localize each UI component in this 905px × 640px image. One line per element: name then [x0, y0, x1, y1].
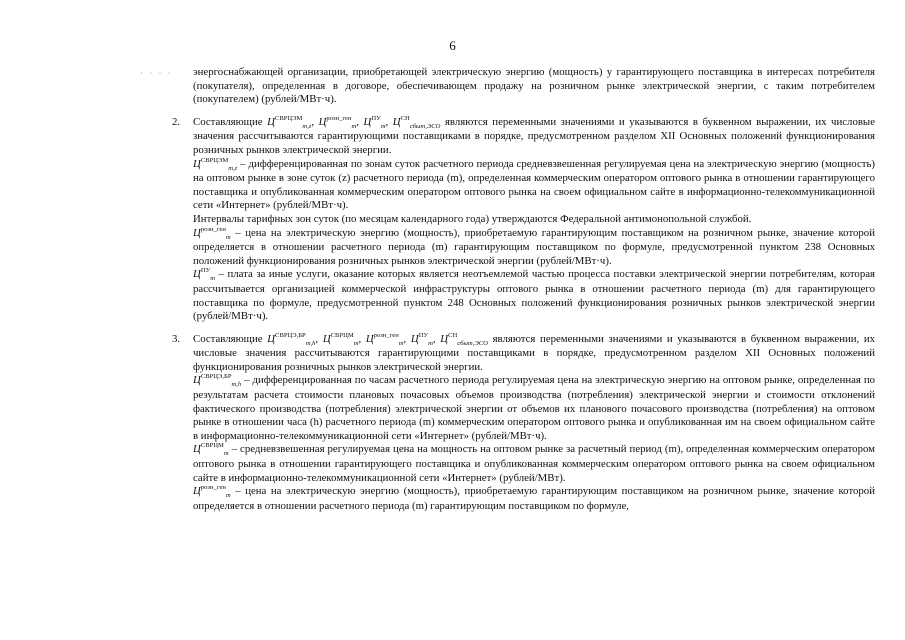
- section-intro: Составляющие $Ц^{СВРЦЭ,БР}_{m,h}$, $Ц^{СВРЦМ}_m$, $Ц^{розн\_ген}_m$, $Ц^{ПУ}_m$, $Ц^{СН}_{сбыт,ЭСО}$ являются переменными значениями и указываются в буквенном выражении, их числовые значения рассчитываются гарантирующими поставщиками в порядке, предусмотренном разделом XII Основных положений функционирования розничных рынков электрической энергии.: [193, 331, 876, 373]
- symbol-rozn-gen: $Ц^{розн\_ген}_m$: [318, 114, 357, 130]
- section-2: [172, 114, 875, 324]
- definition-svrcem: $Ц^{СВРЦЭМ}_{m,z}$ – дифференцированная по зонам суток расчетного периода средневзвешенная регулируемая цена на электрическую энергию (мощность) на оптовом рынке в зоне суток (z) расчетного периода (m), определенная коммерческим оператором оптового рынка в отношении гарантирующего поставщика и опубликованная коммерческим оператором оптового рынка на своем официальном сайте в информационно-телекоммуникационной сети «Интернет» (рублей/МВт·ч).: [193, 156, 875, 212]
- symbol-svrcem: $Ц^{СВРЦЭМ}_{m,z}$: [267, 114, 312, 130]
- symbol-pu: $Ц^{ПУ}_m$: [410, 331, 433, 347]
- symbol-pu: $Ц^{ПУ}_m$: [363, 114, 386, 130]
- margin-mark: · · · ·: [140, 68, 173, 78]
- tariff-zones-note: Интервалы тарифных зон суток (по месяцам календарного года) утверждаются Федеральной антимонопольной службой.: [193, 212, 752, 225]
- top-paragraph: энергоснабжающей организации, приобретающей электрическую энергию (мощность) у гарантирующего поставщика в интересах потребителя (покупателя), определенная в договоре, обеспечивающем продажу на розничном рынке электрической энергии, с таким потребителем (покупателем) (рублей/МВт·ч).: [193, 66, 875, 106]
- item-number: 2.: [172, 115, 181, 128]
- symbol-sn: $Ц^{СН}_{сбыт,ЭСО}$: [440, 331, 488, 347]
- definition-svrcm: $Ц^{СВРЦМ}_m$ – средневзвешенная регулируемая цена на мощность на оптовом рынке за расчетный период (m), определенная коммерческим оператором оптового рынка в отношении гарантирующего поставщика и опубликованная коммерческим оператором оптового рынка на своем официальном сайте в информационно-телекоммуникационной сети «Интернет» (рублей/МВт).: [193, 442, 875, 484]
- symbol-rozn-gen: $Ц^{розн\_ген}_m$: [365, 331, 404, 347]
- page-number: 6: [449, 38, 456, 53]
- definition-svrce-br: $Ц^{СВРЦЭ,БР}_{m,h}$ – дифференцированная по часам расчетного периода регулируемая цена на электрическую энергию на оптовом рынке, определенная по результатам расчета стоимости плановых почасовых объемов производства (потребления) электрической энергии и стоимости отклонений фактического производства (потребления) электрической энергии от объемов их планового почасового производства (потребления) на оптовом рынке в отношении часа (h) расчетного периода (m) коммерческим оператором оптового рынка и опубликованная им на своем официальном сайте в информационно-телекоммуникационной сети «Интернет» (рублей/МВт·ч).: [193, 373, 875, 442]
- definition-rozn-gen: $Ц^{розн\_ген}_m$ – цена на электрическую энергию (мощность), приобретаемую гарантирующим поставщиком на розничном рынке, значение которой определяется в отношении расчетного периода (m) гарантирующим поставщиком по формуле, предусмотренной пунктом 238 Основных положений функционирования розничных рынков электрической энергии (рублей/МВт·ч).: [193, 225, 875, 267]
- definition-pu: $Ц^{ПУ}_m$ – плата за иные услуги, оказание которых является неотъемлемой частью процесса поставки электрической энергии потребителям, которая рассчитывается организацией коммерческой инфраструктуры оптового рынка в отношении расчетного периода (m) для гарантирующего поставщика по формуле, предусмотренной пунктом 248 Основных положений функционирования розничных рынков электрической энергии (рублей/МВт·ч).: [193, 267, 875, 323]
- definition-rozn-gen: $Ц^{розн\_ген}_m$ – цена на электрическую энергию (мощность), приобретаемую гарантирующим поставщиком на розничном рынке, значение которой определяется в отношении расчетного периода (m) гарантирующим поставщиком по формуле,: [193, 484, 875, 512]
- section-3: [172, 331, 876, 514]
- symbol-sn: $Ц^{СН}_{сбыт,ЭСО}$: [392, 114, 441, 130]
- symbol-svrcm: $Ц^{СВРЦМ}_m$: [322, 331, 359, 347]
- symbol-svrce-br: $Ц^{СВРЦЭ,БР}_{m,h}$: [267, 331, 316, 347]
- item-number: 3.: [172, 332, 181, 345]
- section-intro: Составляющие $Ц^{СВРЦЭМ}_{m,z}$, $Ц^{розн\_ген}_m$, $Ц^{ПУ}_m$, $Ц^{СН}_{сбыт,ЭСО}$ являются переменными значениями и указываются в буквенном выражении, их числовые значения рассчитываются гарантирующими поставщиками в порядке, предусмотренном разделом XII Основных положений функционирования розничных рынков электрической энергии.: [193, 114, 875, 156]
- document-body: [172, 66, 876, 513]
